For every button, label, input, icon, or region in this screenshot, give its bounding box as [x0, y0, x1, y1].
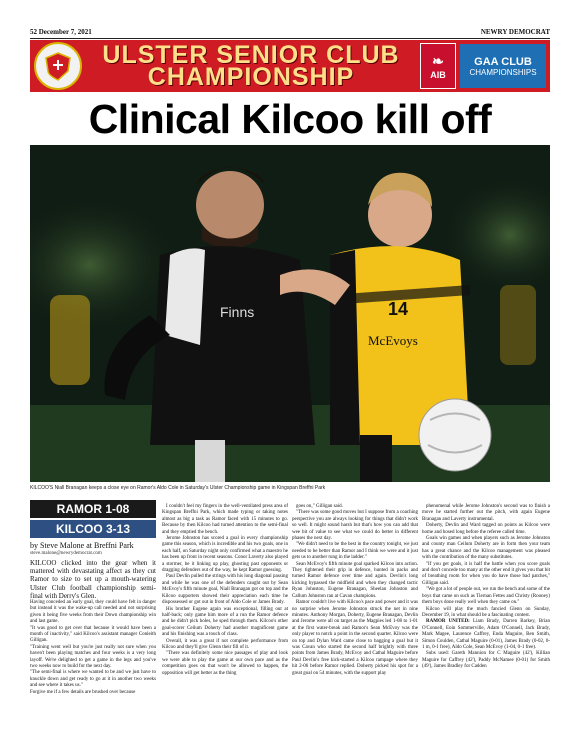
- article-paragraph: "Training went well but you're just really not sure when you haven't been playing matches and four weeks is a very long layoff. We're delighted to get a game in the legs and you've two weeks now to build for the next day.: [30, 644, 156, 670]
- article-column-4: [422, 504, 550, 671]
- article-paragraph: I couldn't feel my fingers in the well-ventilated press area of Kingspan Breffni Park, which made typing or taking notes almost as big a task as Ramor faced with 15 minutes to go. Because by then Kilcoo had turned attention to the semi-final and they emptied the bench.: [162, 504, 288, 535]
- gaa-logo-line1: GAA CLUB: [474, 55, 532, 68]
- banner-line1: ULSTER SENIOR CLUB: [102, 41, 400, 69]
- article-paragraph: Jerome Johnston has scored a goal in every championship game this season, which is incredible and his two goals, one in each half, on Saturday night only confirmed what a maestro he has been up front in recent seasons. Conor Laverty also played a stormer, be it linking up play, ghosting past opponents or dragging defenders out of the way, he kept Ramor guessing.: [162, 536, 288, 574]
- aib-heart-icon: ❧: [432, 52, 444, 69]
- score-kilcoo: KILCOO 3-13: [30, 520, 156, 538]
- article-paragraph: Ramor couldn't live with Kilcoo's pace and power and it was no surprise when Jerome Johnston struck the net in nine minutes. Anthony Morgan, Doherty, Eugene Branagan, Devlin and Jerome were all on target as the Magpies led 1-08 to 1-01 at the first water-break and Ramor's Sean McEvoy was the only player to notch a point in the second quarter. Kilcoo were on top and Dylan Ward came close to bagging a goal but it was Cavan who started the second half brightly with three points from James Brady, McEvoy and Cathal Maguire before Paul Devlin's free kick-started a Kilcoo rampage where they hit 2-06 before Ramor replied. Doherty picked his spot for a great goal on 54 minutes, with the support play: [292, 600, 418, 676]
- kilcoo-jersey-number: 14: [388, 299, 409, 319]
- publication-name: NEWRY DEMOCRAT: [480, 28, 550, 36]
- article-paragraph: Paul Devlin pulled the strings with his long diagonal passing and while he was one of the defenders caught out by Sean McEvoy's fifth minute goal, Niall Branagan got on top and the Kilcoo supporters showed their appreciation each time he dispossessed or got out in front of Aldo Cole or James Brady.: [162, 574, 288, 606]
- kilcoo-jersey-sponsor: McEvoys: [368, 333, 418, 348]
- article-paragraph: His brother Eugene again was exceptional, filling out at half-back; only game him more of a run the Ramor defence and he didn't pick holes, he sped through them. Kilcoo's other goal-scorer Ceilum Doherty had another magnificent game and his finishing was a touch of class.: [162, 606, 288, 638]
- subs-used: Subs used: Gareth Mannion for C Maguire (42'), Killian Maguire for Caffrey (42'), Paddy McNamee (0-01) for Smith (49'), James Bradley for Cadden: [422, 651, 550, 670]
- article-column-1: [30, 559, 156, 696]
- article-paragraph: Overall, it was a great if not complete performance from Kilcoo and they'll give Glenn their fill of it.: [162, 638, 288, 650]
- article-paragraph: goes on," Gilligan said.: [296, 504, 343, 509]
- article-paragraph: phenomenal while Jerome Johnston's second was to finish a move he started further out the pitch, with again Eugene Branagan and Laverty instrumental.: [422, 504, 550, 522]
- championship-banner: [30, 40, 550, 92]
- team-lineup-heading: RAMOR UNITED:: [426, 619, 470, 625]
- team-lineup-text: Liam Brady, Darren Barkey, Brian O'Connell, Eoin Sommerville, Adam O'Connell, Jack Brady, Mark Magee, Laurence Caffrey, Enda Maguire, Ben Smith, Simon Coulden, Cathal Maguire (0-01), James Brady (0-02, 0-1 m, 0-1 free), Aldo Cole, Sean McEvoy (1-04, 0-1 free).: [422, 619, 550, 650]
- match-photo-illustration: [30, 145, 550, 482]
- gaa-logo-line2: CHAMPIONSHIPS: [469, 67, 537, 77]
- ulster-gaa-crest-icon: [34, 42, 82, 90]
- photo-caption: KILCOO'S Niall Branagan keeps a close eye on Ramor's Aldo Cole in Saturday's Ulster Championship game in Kingspan Breffni Park: [30, 485, 326, 491]
- article-paragraph: Sean McEvoy's fifth minute goal sparked Kilcoo into action. They tightened their grip in defence, hunted in packs and turned Ramor defence over time and again. Devlin's long kicking bypassed the midfield and when they changed tactic Ryan Johnston, Eugene Branagan, Sheelan Johnston and Callum Johnston ran at Cavan champions.: [292, 561, 418, 599]
- article-paragraph: "It was good to get over that because it would have been a month of inactivity," said Kilcoo's assistant manager Conleith Gilligan.: [30, 625, 156, 644]
- article-lead-paragraph: KILCOO clicked into the gear when it mattered with devastating affect as they cut Ramor to size to set up a mouth-watering Ulster Club football championship semi-final with Derry's Glen.: [30, 559, 156, 600]
- banner-title: [82, 41, 420, 91]
- article-paragraph: Kilcoo will play the much fancied Glenn on Sunday, December 19, in what should be a fascinating contest.: [422, 606, 550, 618]
- article-paragraph: "We didn't need to be the best in the country tonight, we just needed to be better than Ramor and I think we were and it just gets us to another rung in the ladder.": [292, 542, 418, 561]
- banner-line2: CHAMPIONSHIP: [147, 63, 355, 91]
- article-paragraph: "The semi-final is where we wanted to be and we just have to knuckle down and get ready to go at it in another two weeks and see where it takes us.": [30, 670, 156, 689]
- article-paragraph: Goals win games and when players such as Jerome Johnston and county man Ceilum Doherty are in form then your team has a great chance and the Kilcoo management was pleased with the contribution of the many substitutes.: [422, 536, 550, 561]
- aib-logo: [420, 43, 456, 89]
- article-column-2: [162, 504, 288, 677]
- article-headline: Clinical Kilcoo kill off: [88, 96, 492, 142]
- score-ramor: RAMOR 1-08: [30, 500, 156, 518]
- article-paragraph: "There was definitely some nice passages of play and look we were able to play the game at our own pace and as the competition goes on that won't be allowed to happen, the opposition will get better as the thing: [162, 651, 288, 676]
- gaa-club-championships-logo: [460, 44, 546, 88]
- article-paragraph: Doherty, Devlin and Ward tagged on points as Kilcoo were home and hosed long before the referee called time.: [422, 523, 550, 535]
- team-lineup: [422, 619, 550, 651]
- article-column-3: [292, 504, 418, 677]
- crest-shield-icon: [43, 51, 73, 81]
- article-paragraph: "There was some good moves but I suppose from a coaching perspective you are always looking for things that didn't work so well. It might sound harsh but that's how you can add that wee bit of value to see what we could do better in different phases the next day.: [292, 510, 418, 542]
- aib-label: AIB: [430, 69, 446, 80]
- article-paragraph: "If you get goals, it is half the battle when you score goals and don't concede too many at the other end it gives you that bit of breathing room for when you do have those bad patches," Gilligan said.: [422, 561, 550, 586]
- article-paragraph: Forgive me if a few details are brushed over because: [30, 689, 136, 695]
- page-header-bar: [30, 26, 550, 39]
- article-paragraph: "We got a lot of people out, we run the bench and some of the boys that came on such as Tiernan Fettes and Christy (Rooney) them boys done really well when they came on.": [422, 587, 550, 606]
- page-date: 52 December 7, 2021: [30, 28, 92, 36]
- article-paragraph: Having conceded an early goal, they could have felt in danger but instead it was the wake-up call needed and not surprising given it being five weeks from their Down championship win and last game.: [30, 600, 156, 625]
- author-email[interactable]: steve.malone@newrydemocrat.com: [30, 551, 102, 556]
- byline: by Steve Malone at Breffni Park: [30, 541, 134, 550]
- match-photo: [30, 145, 550, 482]
- score-panel: [30, 500, 156, 556]
- ramor-jersey-sponsor: Finns: [220, 304, 255, 320]
